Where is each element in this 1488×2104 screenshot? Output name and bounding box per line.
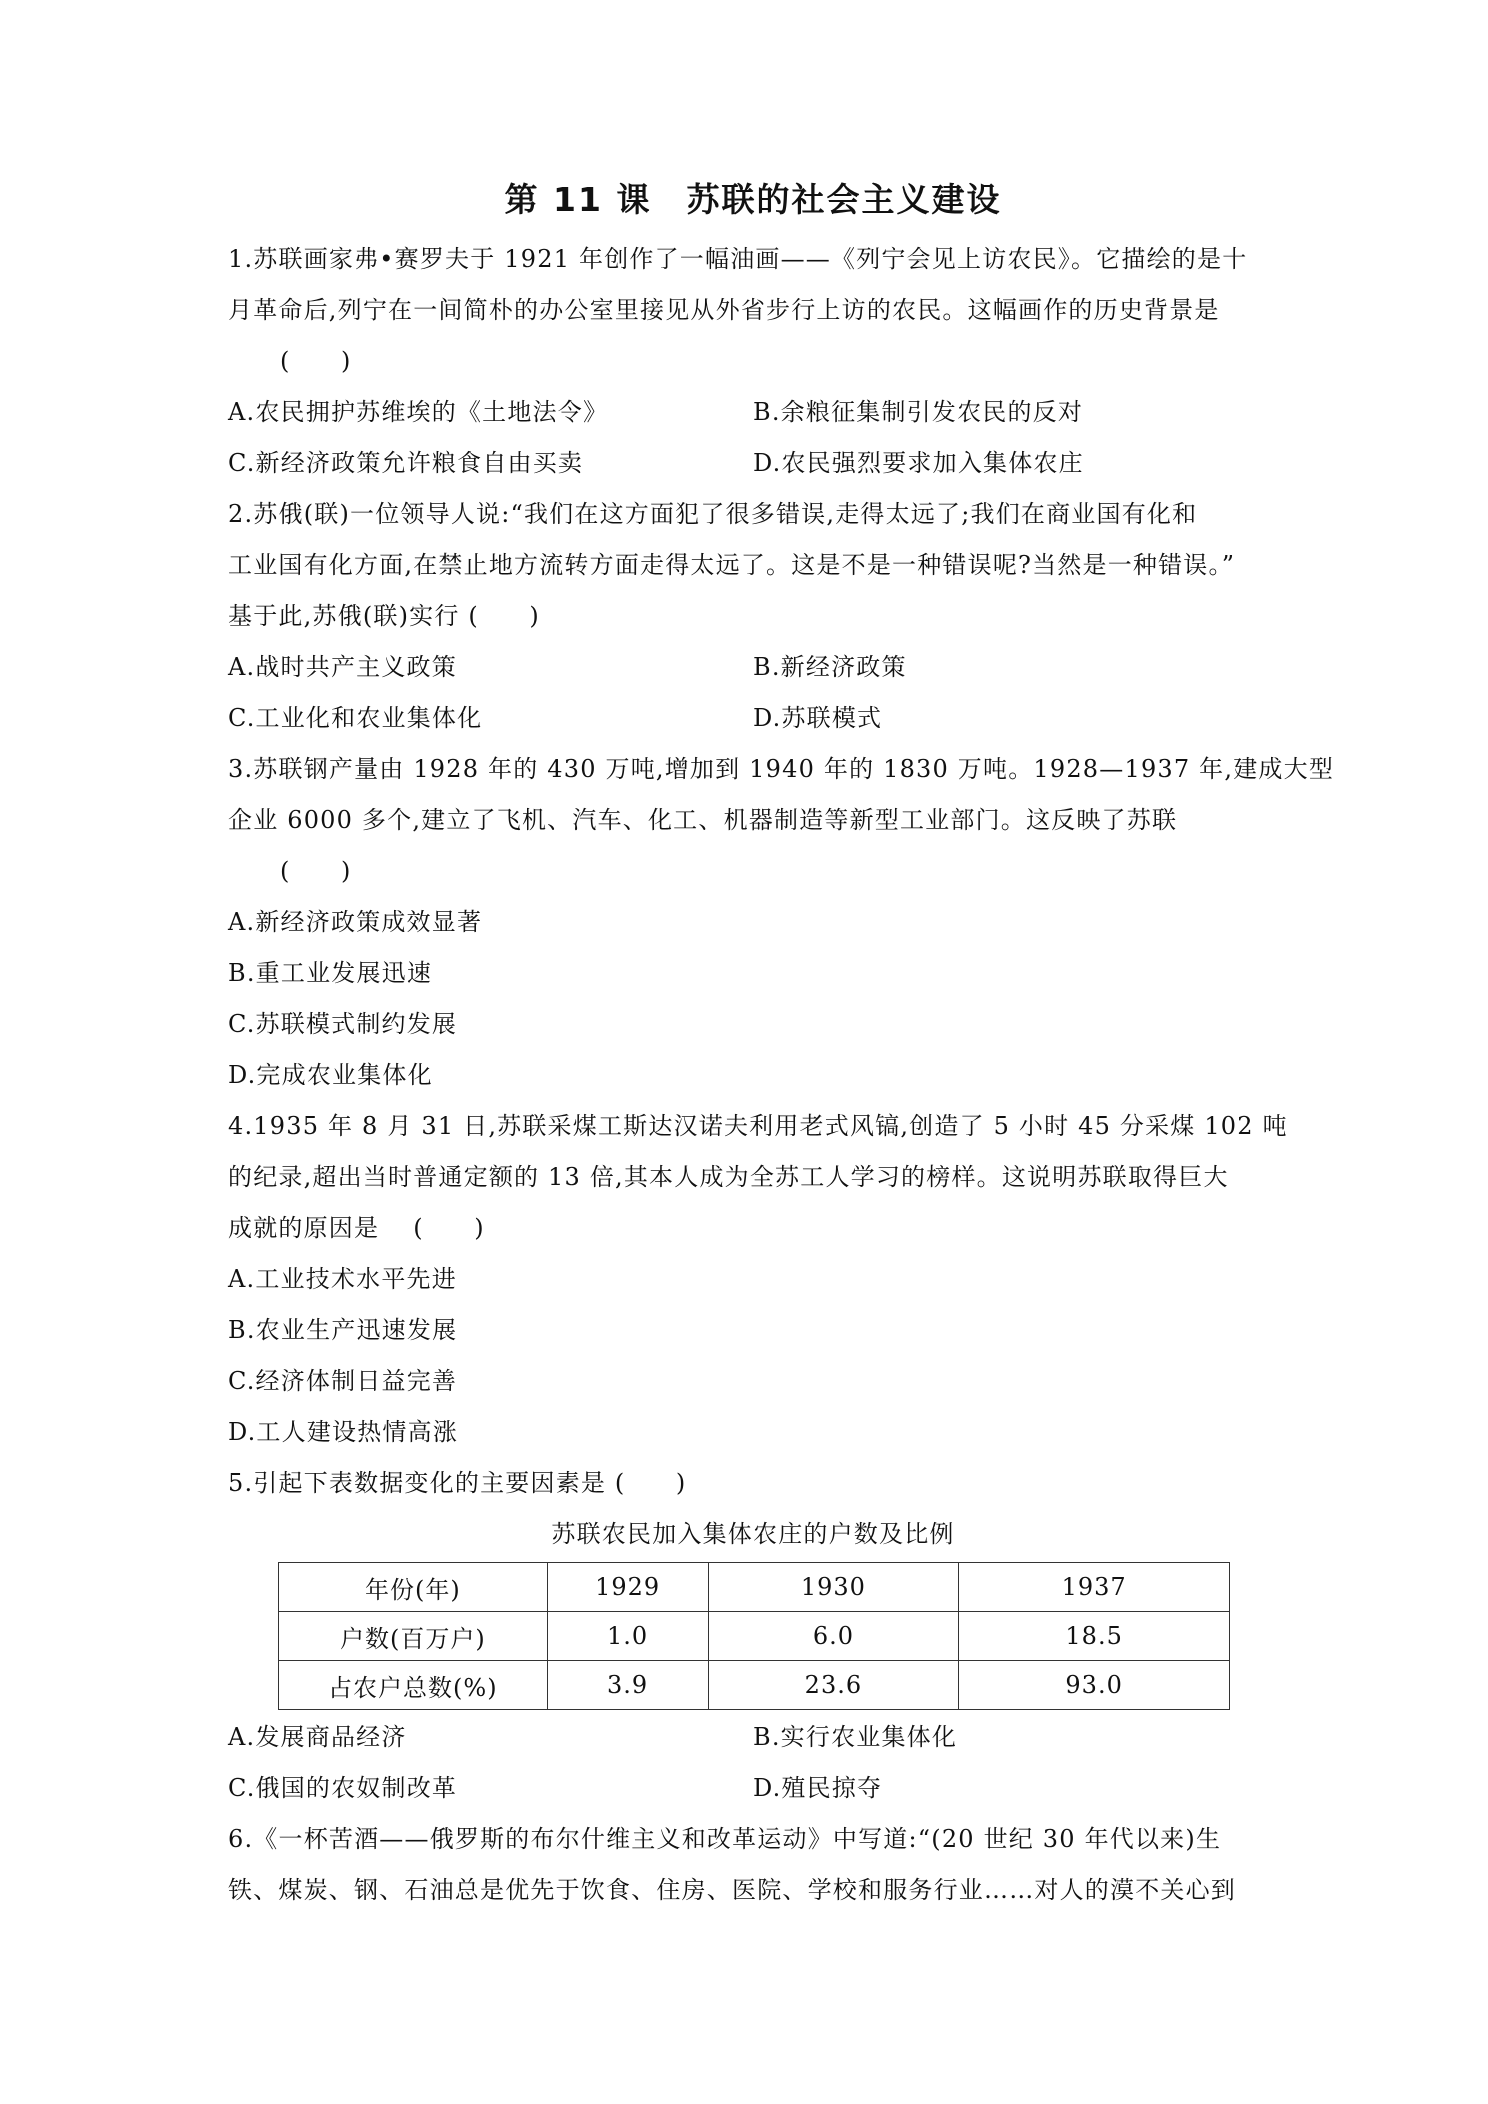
table-cell: 3.9 bbox=[547, 1661, 708, 1710]
question-2-line-3: 基于此,苏俄(联)实行 ( ) bbox=[228, 602, 540, 630]
table-row bbox=[279, 1612, 1230, 1661]
question-2 bbox=[228, 489, 1278, 744]
question-5-options-row-2 bbox=[228, 1763, 1278, 1814]
question-4-line-1: 4.1935 年 8 月 31 日,苏联采煤工斯达汉诺夫利用老式风镐,创造了 5 小时 45 分采煤 102 吨 bbox=[228, 1112, 1288, 1140]
question-5-options-row-1 bbox=[228, 1712, 1278, 1763]
option-d: D.完成农业集体化 bbox=[228, 1061, 433, 1089]
question-1 bbox=[228, 234, 1278, 489]
question-4-line-3: 成就的原因是 ( ) bbox=[228, 1214, 485, 1242]
answer-blank: ( ) bbox=[280, 857, 352, 885]
table-cell: 1.0 bbox=[547, 1612, 708, 1661]
table-cell: 1937 bbox=[959, 1563, 1230, 1612]
question-1-line-1: 1.苏联画家弗•赛罗夫于 1921 年创作了一幅油画——《列宁会见上访农民》。它描绘的是十 bbox=[228, 245, 1248, 273]
page-title: 第 11 课 苏联的社会主义建设 bbox=[504, 180, 1002, 219]
option-d: D.苏联模式 bbox=[753, 704, 883, 732]
option-c: C.俄国的农奴制改革 bbox=[228, 1774, 458, 1802]
option-b: B.实行农业集体化 bbox=[753, 1723, 958, 1751]
table-row bbox=[279, 1661, 1230, 1710]
table-caption: 苏联农民加入集体农庄的户数及比例 bbox=[551, 1520, 955, 1548]
option-b: B.农业生产迅速发展 bbox=[228, 1316, 458, 1344]
option-c: C.工业化和农业集体化 bbox=[228, 704, 483, 732]
option-a: A.工业技术水平先进 bbox=[228, 1265, 457, 1293]
option-c: C.新经济政策允许粮食自由买卖 bbox=[228, 449, 584, 477]
question-3-line-1: 3.苏联钢产量由 1928 年的 430 万吨,增加到 1940 年的 1830 万吨。1928—1937 年,建成大型 bbox=[228, 755, 1335, 783]
table-cell: 93.0 bbox=[959, 1661, 1230, 1710]
question-6 bbox=[228, 1814, 1278, 1916]
option-c: C.苏联模式制约发展 bbox=[228, 1010, 458, 1038]
question-1-options-row-1 bbox=[228, 387, 1278, 438]
table-cell: 18.5 bbox=[959, 1612, 1230, 1661]
option-b: B.重工业发展迅速 bbox=[228, 959, 433, 987]
option-a: A.新经济政策成效显著 bbox=[228, 908, 483, 936]
table-cell: 占农户总数(%) bbox=[279, 1661, 548, 1710]
question-5-line-1: 5.引起下表数据变化的主要因素是 ( ) bbox=[228, 1469, 687, 1497]
question-1-options-row-2 bbox=[228, 438, 1278, 489]
option-b: B.新经济政策 bbox=[753, 653, 907, 681]
option-a: A.战时共产主义政策 bbox=[228, 653, 457, 681]
option-d: D.工人建设热情高涨 bbox=[228, 1418, 459, 1446]
option-b: B.余粮征集制引发农民的反对 bbox=[753, 398, 1084, 426]
option-d: D.殖民掠夺 bbox=[753, 1774, 883, 1802]
table-cell: 户数(百万户) bbox=[279, 1612, 548, 1661]
question-3 bbox=[228, 744, 1335, 1101]
question-2-line-1: 2.苏俄(联)一位领导人说:“我们在这方面犯了很多错误,走得太远了;我们在商业国有化和 bbox=[228, 500, 1198, 528]
table-cell: 1930 bbox=[708, 1563, 959, 1612]
option-a: A.农民拥护苏维埃的《土地法令》 bbox=[228, 398, 609, 426]
option-d: D.农民强烈要求加入集体农庄 bbox=[753, 449, 1084, 477]
question-1-line-2: 月革命后,列宁在一间简朴的办公室里接见从外省步行上访的农民。这幅画作的历史背景是 bbox=[228, 296, 1220, 324]
data-table bbox=[278, 1562, 1230, 1710]
question-4-line-2: 的纪录,超出当时普通定额的 13 倍,其本人成为全苏工人学习的榜样。这说明苏联取得巨大 bbox=[228, 1163, 1229, 1191]
question-5 bbox=[228, 1458, 1278, 1814]
question-3-line-2: 企业 6000 多个,建立了飞机、汽车、化工、机器制造等新型工业部门。这反映了苏联 bbox=[228, 806, 1178, 834]
table-cell: 23.6 bbox=[708, 1661, 959, 1710]
question-6-line-2: 铁、煤炭、钢、石油总是优先于饮食、住房、医院、学校和服务行业……对人的漠不关心到 bbox=[228, 1876, 1236, 1904]
option-c: C.经济体制日益完善 bbox=[228, 1367, 458, 1395]
question-2-line-2: 工业国有化方面,在禁止地方流转方面走得太远了。这是不是一种错误呢?当然是一种错误。” bbox=[228, 551, 1236, 579]
table-cell: 1929 bbox=[547, 1563, 708, 1612]
question-4 bbox=[228, 1101, 1288, 1458]
answer-blank: ( ) bbox=[280, 347, 352, 375]
table-row bbox=[279, 1563, 1230, 1612]
option-a: A.发展商品经济 bbox=[228, 1723, 407, 1751]
table-cell: 6.0 bbox=[708, 1612, 959, 1661]
question-6-line-1: 6.《一杯苦酒——俄罗斯的布尔什维主义和改革运动》中写道:“(20 世纪 30 年代以来)生 bbox=[228, 1825, 1222, 1853]
question-2-options-row-2 bbox=[228, 693, 1278, 744]
document-page bbox=[228, 170, 1335, 1916]
table-cell: 年份(年) bbox=[279, 1563, 548, 1612]
question-2-options-row-1 bbox=[228, 642, 1278, 693]
